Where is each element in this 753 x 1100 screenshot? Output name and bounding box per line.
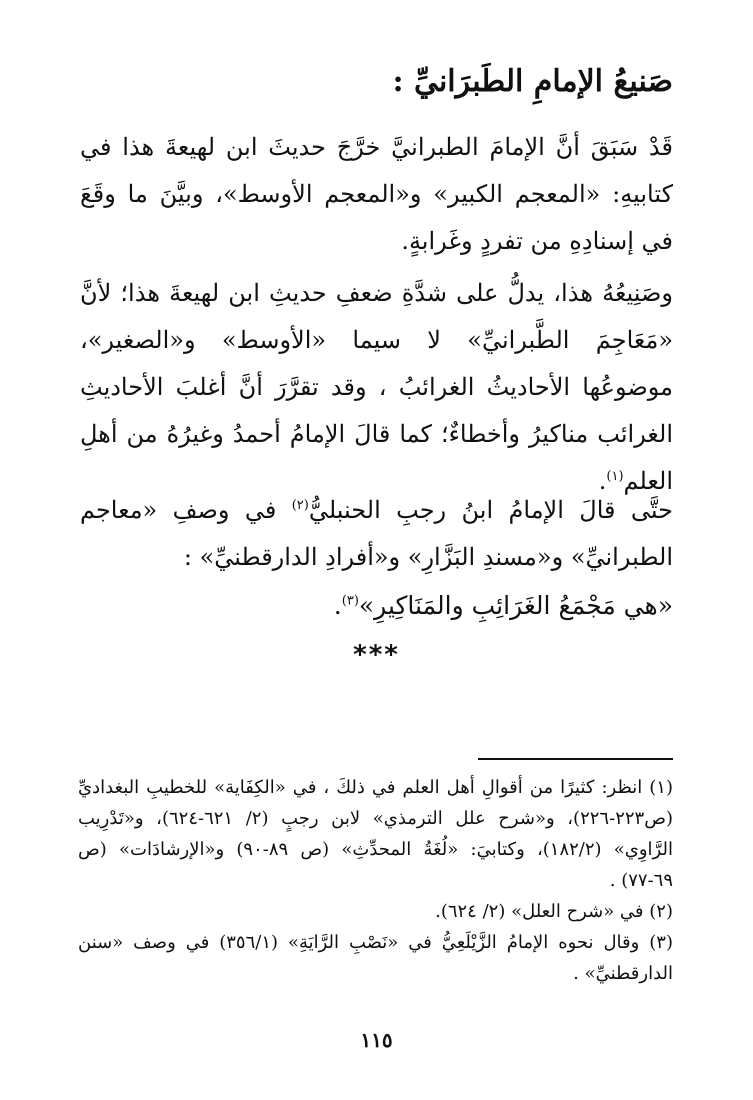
- paragraph-2-text: وصَنِيعُهُ هذا، يدلُّ على شدَّةِ ضعفِ حديثِ ابن لهيعةَ هذا؛ لأنَّ «مَعَاجِمَ الطَّبرانيِّ» لا سيما «الأوسط» و«الصغير»، موضوعُها الأحاديثُ الغرائبُ ، وقد تقرَّرَ أنَّ أغلبَ الأحاديثِ الغرائب مناكيرُ وأخطاءٌ؛ كما قالَ الإمامُ أحمدُ وغيرُهُ من أهلِ العلم: [80, 279, 673, 495]
- page-number: ١١٥: [360, 1028, 393, 1052]
- section-separator-stars: ***: [353, 640, 400, 670]
- footnote-ref-3: (٣): [341, 593, 359, 609]
- paragraph-1: قَدْ سَبَقَ أنَّ الإمامَ الطبرانيَّ خرَّجَ حديثَ ابن لهيعةَ هذا في كتابيهِ: «المعجم الكبير» و«المعجم الأوسط»، وبيَّنَ ما وقَعَ في إسنادِهِ من تفردٍ وغَرابةٍ.: [80, 133, 674, 255]
- footnote-2: (٢) في «شرح العلل» (٢/ ٦٢٤).: [435, 901, 673, 922]
- footnote-1: (١) انظر: كثيرًا من أقوالِ أهل العلم في ذلكَ ، في «الكِفَاية» للخطيبِ البغداديِّ (ص٢٢٣-٢٢٦)، و«شرح علل الترمذي» لابن رجبٍ (٢/ ٦٢١-٦٢٤)، و«تَدْرِيب الرَّاوِي» (١٨٢/٢)، وكتابيَ: «لُغَةُ المحدِّثِ» (ص ٨٩-٩٠) و«الإرشادَات» (ص ٦٩-٧٧) .: [78, 777, 674, 891]
- footnote-ref-1: (١): [606, 469, 624, 484]
- paragraph-3-text-b: في وصفِ «معاجم الطبرانيِّ» و«مسندِ البَزَّارِ» و«أفرادِ الدارقطنيِّ» :: [80, 496, 673, 571]
- paragraph-3-text-a: حتَّى قالَ الإمامُ ابنُ رجبِ الحنبليُّ: [308, 496, 673, 524]
- paragraph-2: [80, 270, 673, 505]
- quotation-text: «هي مَجْمَعُ الغَرَائِبِ والمَنَاكِيرِ»: [358, 591, 673, 620]
- paragraph-3: [80, 487, 673, 581]
- paragraph-2-end: .: [598, 467, 607, 495]
- quotation: [334, 582, 673, 629]
- quotation-end: .: [333, 591, 342, 620]
- footnote-3: (٣) وقال نحوه الإمامُ الزَّيْلَعِيُّ في «نَصْبِ الرَّايَةِ» (٣٥٦/١) في وصف «سنن الدارقطنيِّ» .: [78, 932, 673, 984]
- footnote-divider: [478, 758, 673, 760]
- section-heading: صَنيعُ الإمامِ الطَبرَانيِّ :: [392, 64, 673, 99]
- footnote-ref-2: (٢): [291, 498, 309, 513]
- footnotes: [78, 772, 673, 989]
